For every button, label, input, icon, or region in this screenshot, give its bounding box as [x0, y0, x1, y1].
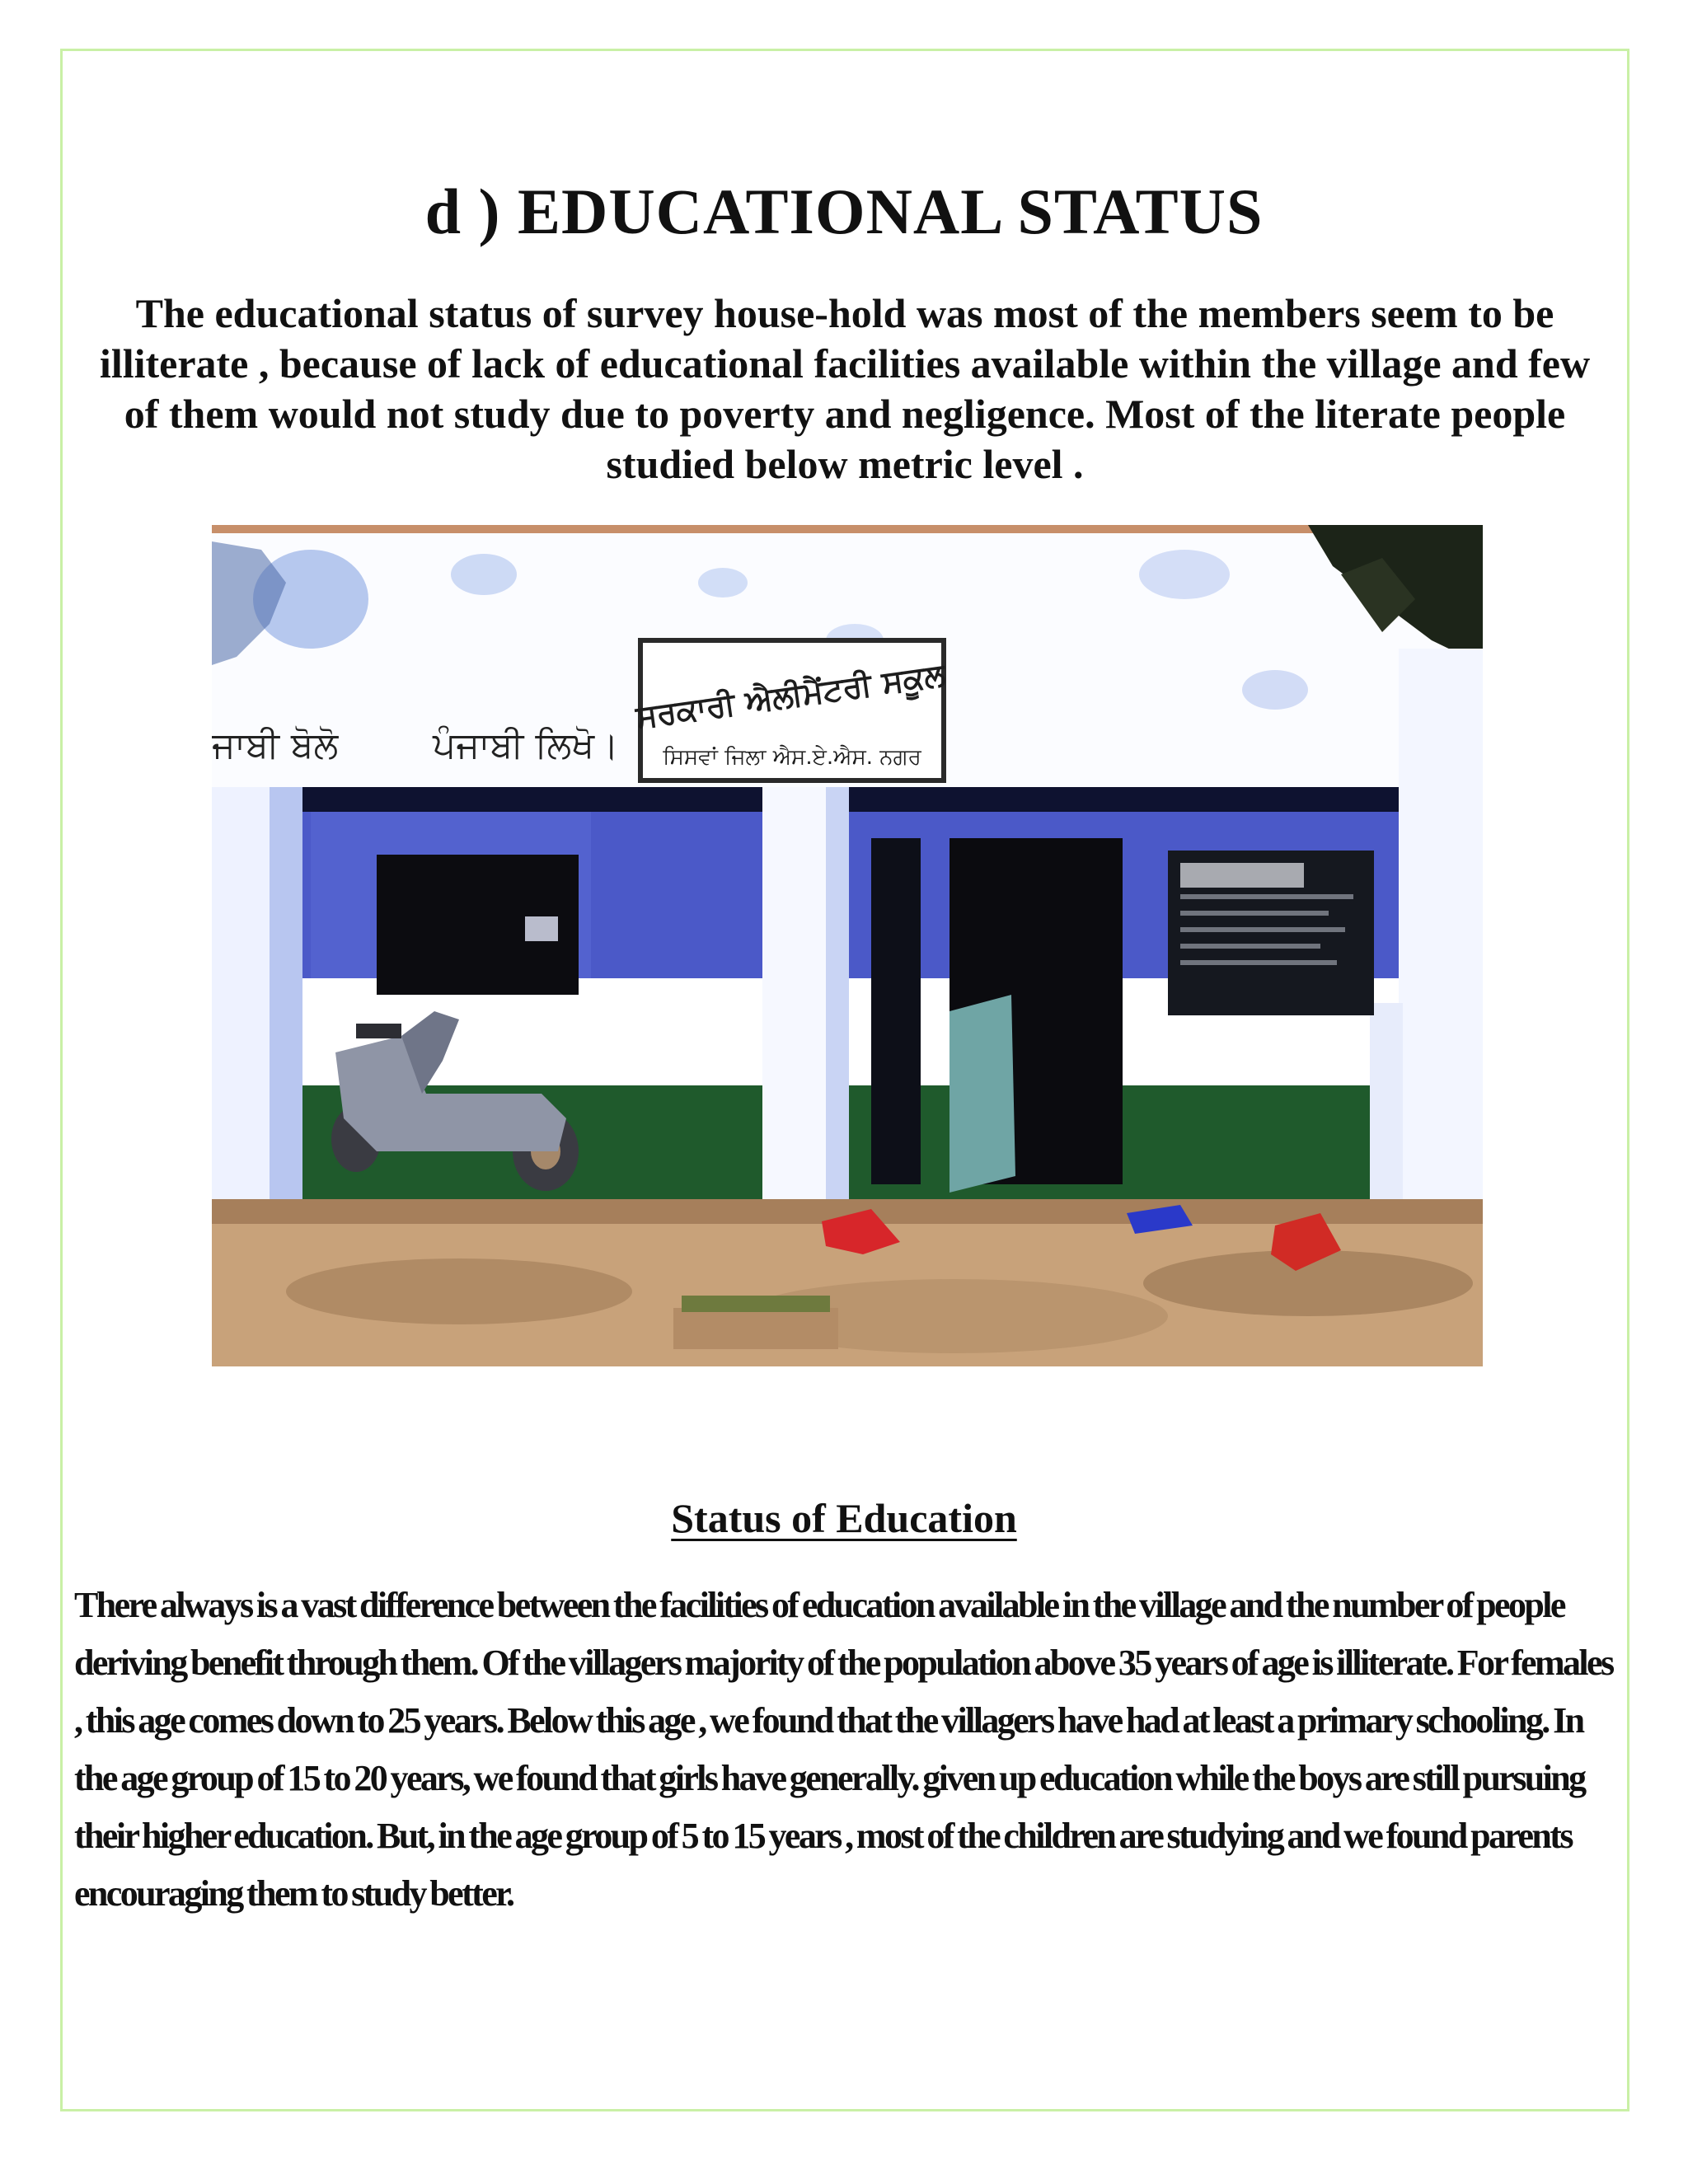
wall-text-left: ਜਾਬੀ ਬੋਲੋ — [212, 724, 339, 766]
body-paragraph: There always is a vast difference between the facilities of education available in the village and the number of people deriving benefit through them. Of the villagers majority of the population above 35 years of age is illiterate. For females , this age comes down to 25 years. Below this age , we found that the villagers have had at least a primary schooling. In the age group of 15 to 20 years, we found that girls have generally. given up education while the boys are still pursuing their higher education. But, in the age group of 5 to 15 years , most of the children are studying and we found parents encouraging them to study better. — [74, 1585, 1613, 1914]
page-title: d ) EDUCATIONAL STATUS — [424, 176, 1264, 247]
sign-title: ਸਰਕਾਰੀ ਐਲੀਮੈਂਟਰੀ ਸਕੂਲ — [633, 656, 948, 736]
sign-subtitle: ਸਿਸਵਾਂ ਜਿਲਾ ਐਸ.ਏ.ਐਸ. ਨਗਰ — [663, 745, 921, 770]
intro-paragraph: The educational status of survey house-hold was most of the members seem to be illiterate , because of lack of educational facilities available within the village and few of them would not study due to poverty and negligence. Most of the literate people studied below metric level . — [99, 290, 1591, 487]
wall-text-right: ਪੰਜਾਬੀ ਲਿਖੋ। — [433, 724, 619, 766]
section-heading-text: Status of Education — [671, 1495, 1017, 1541]
section-heading — [0, 1493, 1688, 1543]
school-photo — [212, 525, 1483, 1366]
